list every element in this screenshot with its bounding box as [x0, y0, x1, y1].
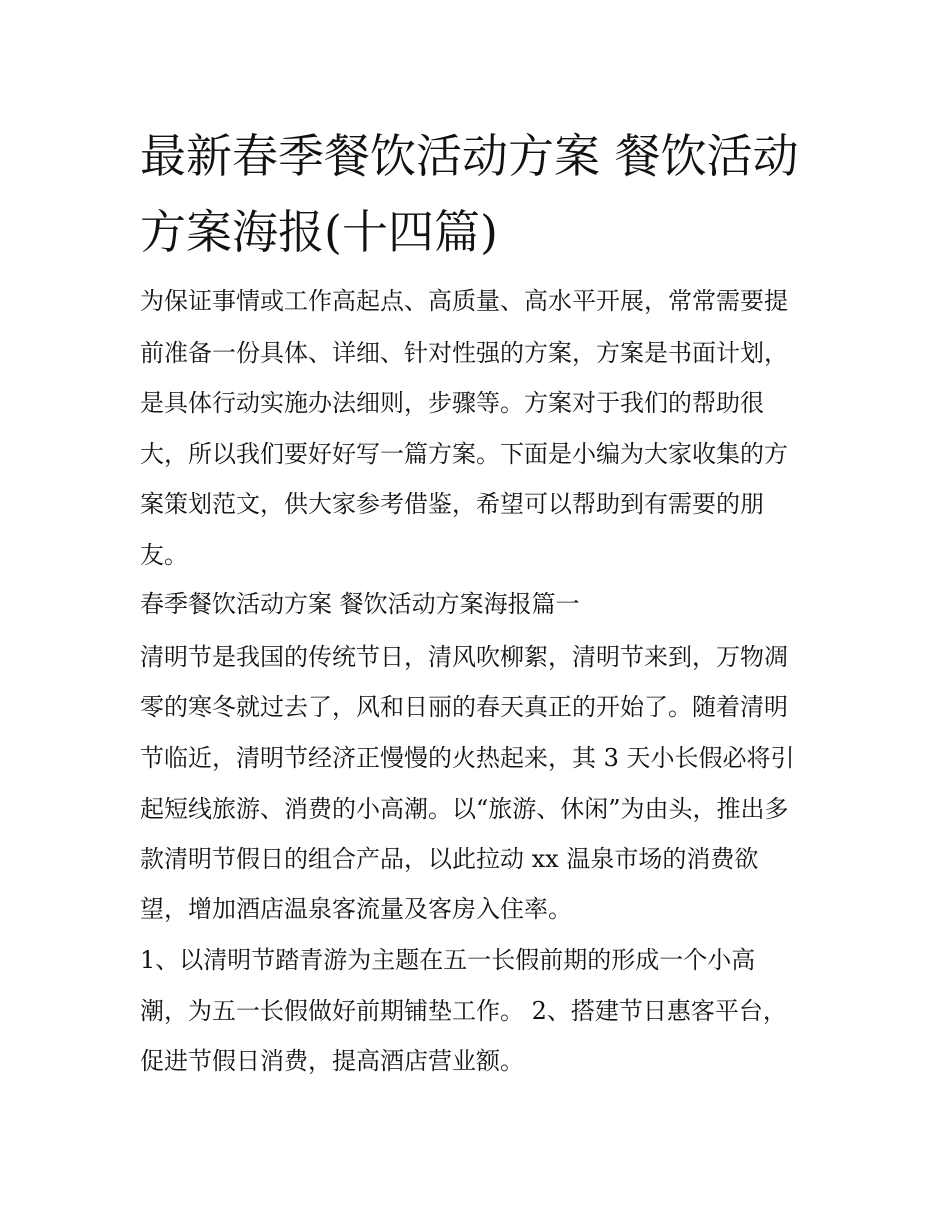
- page-title: 最新春季餐饮活动方案 餐饮活动方案海报(十四篇): [140, 129, 799, 259]
- body-line: 望，增加酒店温泉客流量及客房入住率。: [140, 895, 572, 923]
- list-item: 促进节假日消费，提高酒店营业额。: [140, 1047, 524, 1075]
- body-line: 节临近，清明节经济正慢慢的火热起来，其 3 天小长假必将引: [140, 744, 795, 772]
- intro-line: 大，所以我们要好好写一篇方案。下面是小编为大家收集的方: [140, 440, 788, 468]
- body-line: 清明节是我国的传统节日，清风吹柳絮，清明节来到，万物凋: [140, 643, 788, 671]
- intro-line: 是具体行动实施办法细则，步骤等。方案对于我们的帮助很: [140, 389, 764, 417]
- body-line: 起短线旅游、消费的小高潮。以“旅游、休闲”为由头，推出多: [140, 795, 789, 823]
- intro-line: 为保证事情或工作高起点、高质量、高水平开展，常常需要提: [140, 287, 788, 315]
- list-item: 1、以清明节踏青游为主题在五一长假前期的形成一个小高: [140, 946, 756, 974]
- intro-line: 案策划范文，供大家参考借鉴，希望可以帮助到有需要的朋: [140, 490, 764, 518]
- list-item: 潮，为五一长假做好前期铺垫工作。 2、搭建节日惠客平台，: [140, 997, 787, 1025]
- intro-line: 前准备一份具体、详细、针对性强的方案，方案是书面计划，: [140, 339, 788, 367]
- intro-line: 友。: [140, 541, 188, 569]
- body-line: 款清明节假日的组合产品，以此拉动 xx 温泉市场的消费欲: [140, 845, 759, 873]
- section-heading: 春季餐饮活动方案 餐饮活动方案海报篇一: [140, 590, 580, 618]
- body-line: 零的寒冬就过去了，风和日丽的春天真正的开始了。随着清明: [140, 693, 788, 721]
